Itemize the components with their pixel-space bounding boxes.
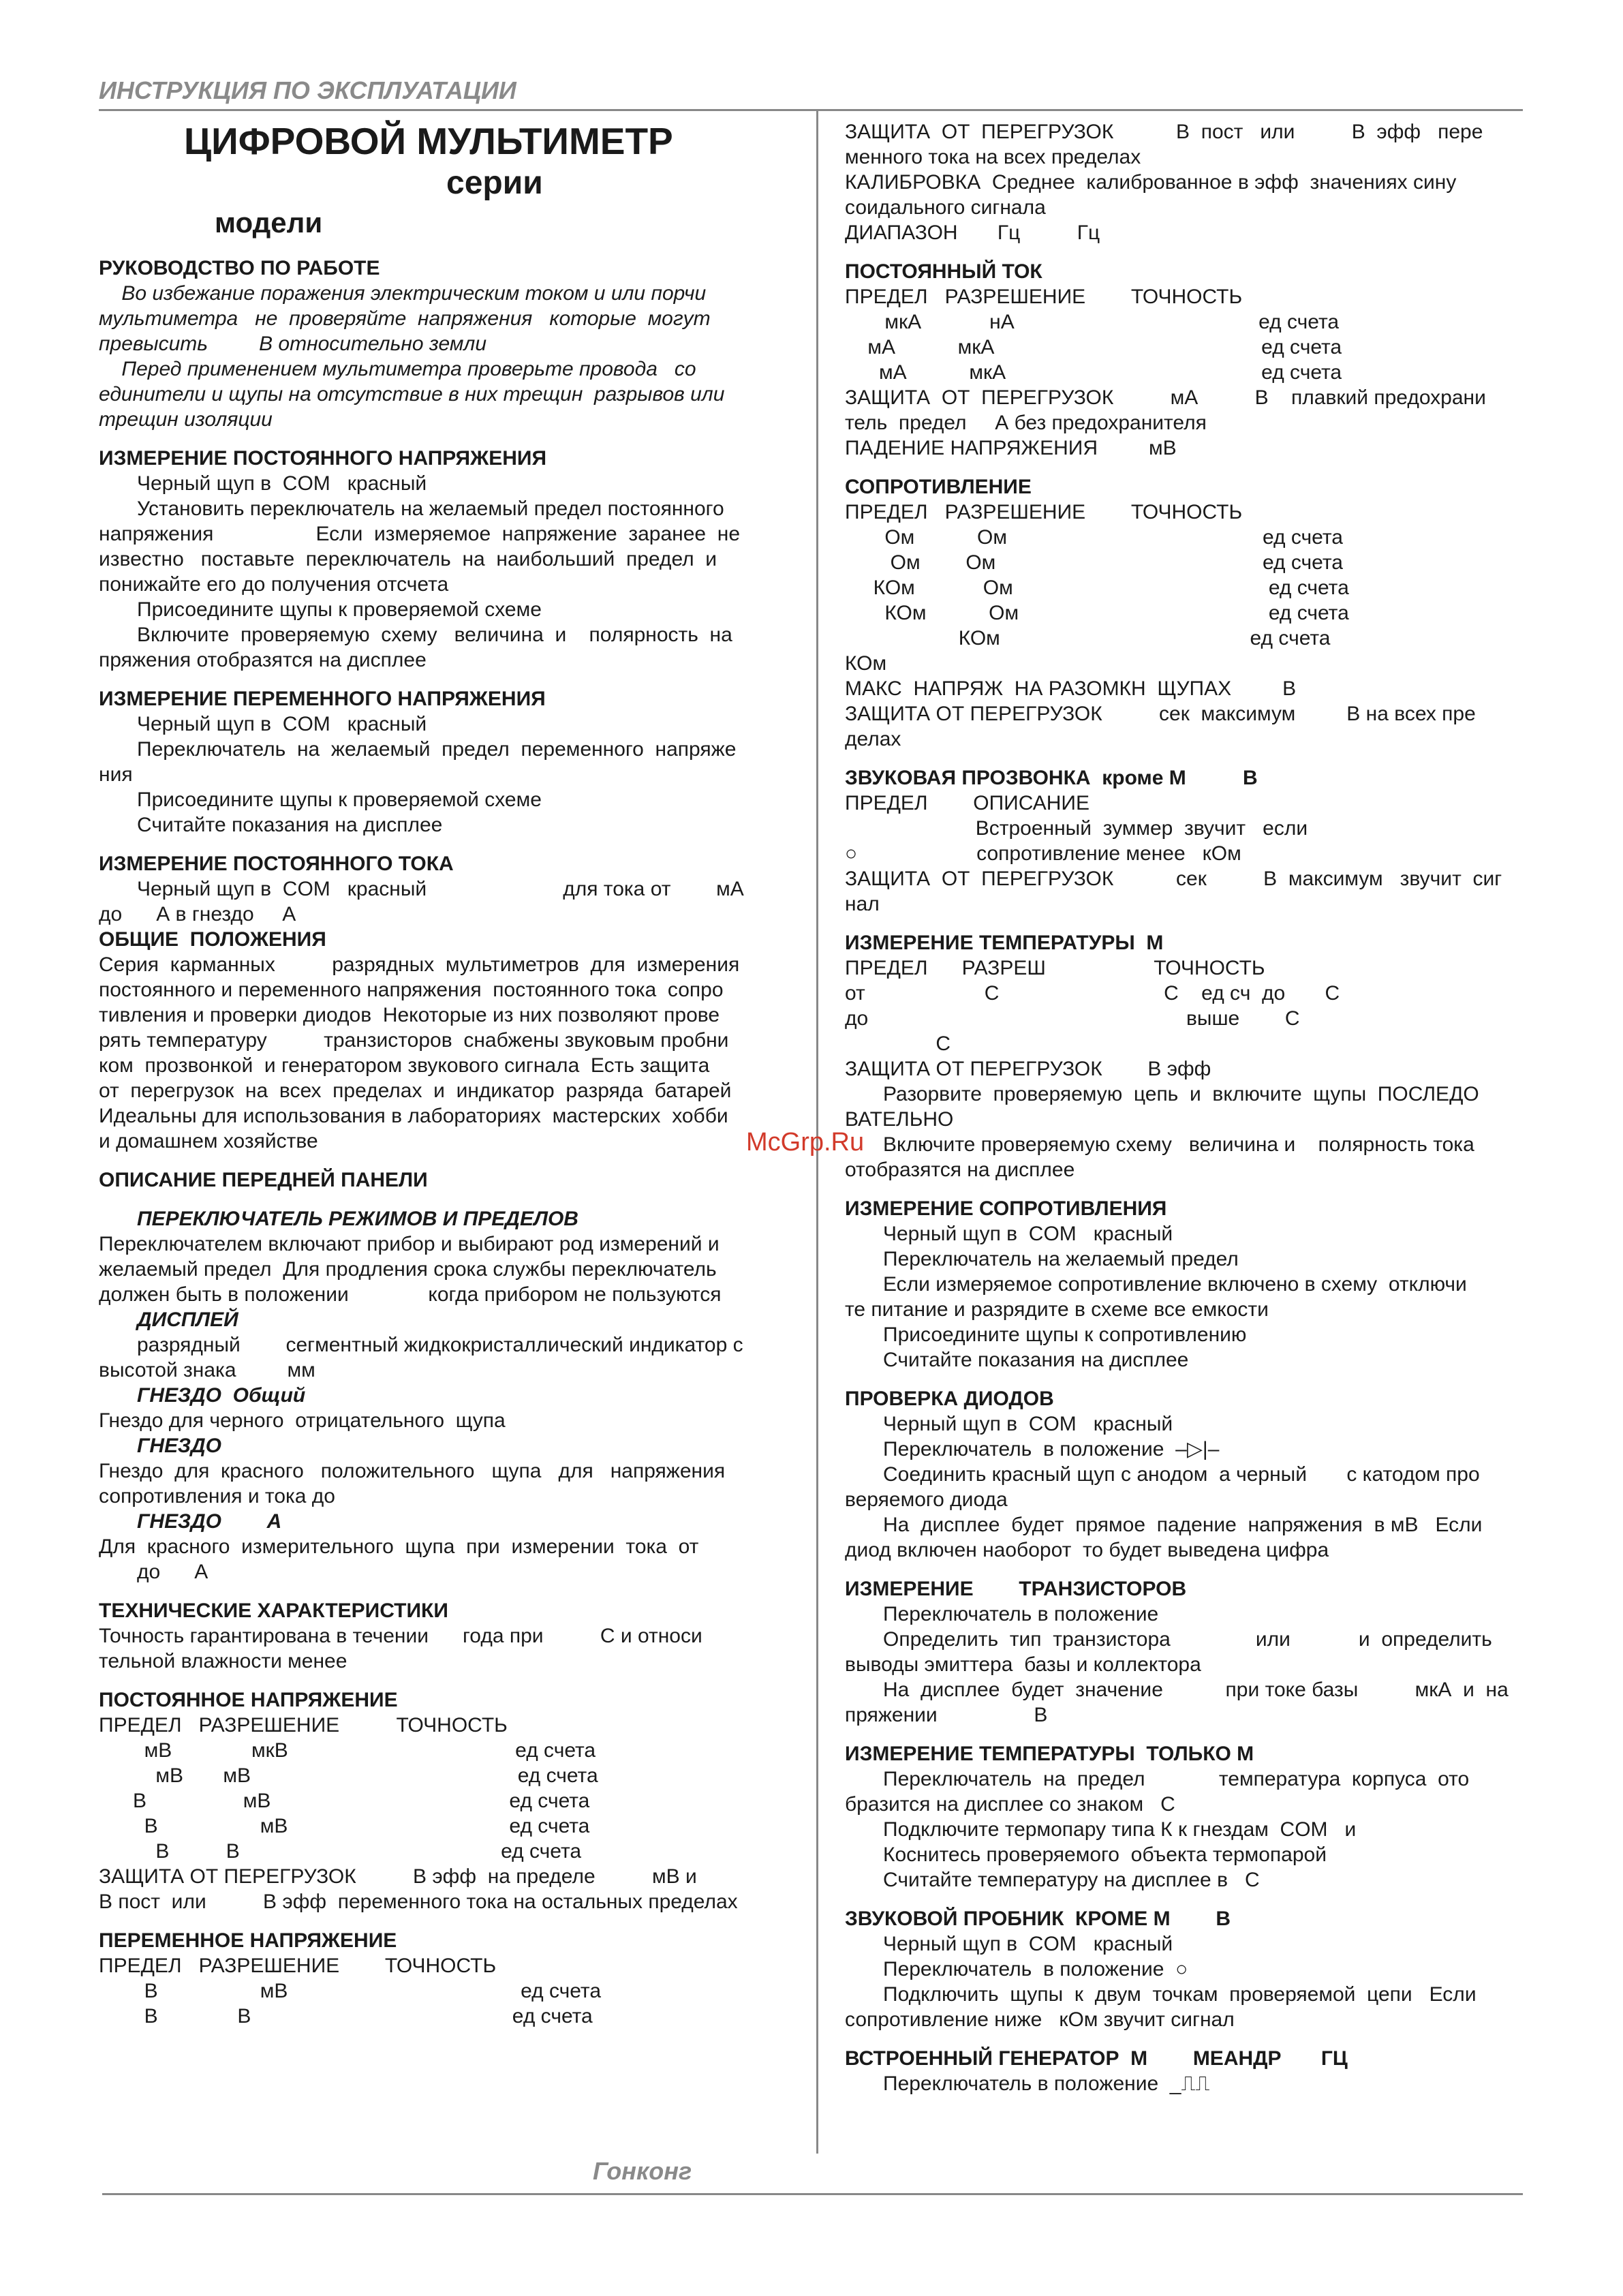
text-line: Черный щуп в COM красный для тока от мА <box>137 878 744 900</box>
text-line: КОм <box>845 652 887 675</box>
text-line: модели <box>215 206 323 239</box>
section-heading: ИЗМЕРЕНИЕ ПЕРЕМЕННОГО НАПРЯЖЕНИЯ <box>99 688 546 710</box>
section-heading: ИЗМЕРЕНИЕ ПОСТОЯННОГО ТОКА <box>99 853 454 875</box>
text-line: Переключатель в положение <box>883 1603 1159 1625</box>
text-line: превысить В относительно земли <box>99 333 487 355</box>
text-line: ЗАЩИТА ОТ ПЕРЕГРУЗОК сек В максимум звучит сиг <box>845 868 1502 890</box>
text-line: тивления и проверки диодов Некоторые из них позволяют прове <box>99 1004 720 1026</box>
text-line: мВ мкВ ед счета <box>99 1739 596 1762</box>
text-line: ПРЕДЕЛ РАЗРЕШЕНИЕ ТОЧНОСТЬ <box>845 286 1243 308</box>
text-line: диод включен наоборот то будет выведена цифра <box>845 1539 1329 1561</box>
section-heading: ОБЩИЕ ПОЛОЖЕНИЯ <box>99 928 326 951</box>
page-header: ИНСТРУКЦИЯ ПО ЭКСПЛУАТАЦИИ <box>99 76 516 104</box>
text-line: пряжения отобразятся на дисплее <box>99 649 427 671</box>
text-line: ПАДЕНИЕ НАПРЯЖЕНИЯ мВ <box>845 437 1177 459</box>
text-line: В мВ ед счета <box>99 1980 602 2002</box>
right-column <box>845 119 1526 2096</box>
text-line: ЗАЩИТА ОТ ПЕРЕГРУЗОК В эфф на пределе мВ и <box>99 1865 697 1888</box>
text-line: от перегрузок на всех пределах и индикатор разряда батарей <box>99 1080 732 1102</box>
section-heading: ГНЕЗДО А <box>137 1510 282 1533</box>
text-line: нал <box>845 893 880 915</box>
section-heading: ГНЕЗДО <box>137 1435 221 1457</box>
section-heading: ИЗМЕРЕНИЕ ТЕМПЕРАТУРЫ ТОЛЬКО М <box>845 1743 1254 1765</box>
text-line: Во избежание поражения электрическим током и или порчи <box>99 282 707 305</box>
text-line: известно поставьте переключатель на наибольший предел и <box>99 548 717 570</box>
text-line: пряжении В <box>845 1704 1048 1726</box>
text-line: те питание и разрядите в схеме все емкости <box>845 1298 1269 1321</box>
text-line: ЗАЩИТА ОТ ПЕРЕГРУЗОК В эфф <box>845 1058 1211 1080</box>
text-line: мВ мВ ед счета <box>99 1764 598 1787</box>
section-heading: ИЗМЕРЕНИЕ ТЕМПЕРАТУРЫ М <box>845 932 1164 954</box>
text-line: ПРЕДЕЛ ОПИСАНИЕ <box>845 792 1089 814</box>
section-heading: ГНЕЗДО Общий <box>137 1384 306 1407</box>
text-line: Присоедините щупы к проверяемой схеме <box>137 598 542 621</box>
text-line: В В ед счета <box>99 1840 582 1863</box>
section-heading: ДИСПЛЕЙ <box>137 1308 238 1331</box>
text-line: понижайте его до получения отсчета <box>99 573 449 596</box>
text-line: В мВ ед счета <box>99 1790 590 1812</box>
text-line: единители и щупы на отсутствие в них трещин разрывов или <box>99 383 725 405</box>
text-line: менного тока на всех пределах <box>845 146 1141 168</box>
section-heading: ОПИСАНИЕ ПЕРЕДНЕЙ ПАНЕЛИ <box>99 1169 428 1191</box>
text-line: до выше С <box>845 1007 1300 1030</box>
text-line: делах <box>845 728 901 750</box>
text-line: до А <box>137 1561 208 1583</box>
text-line: Встроенный зуммер звучит если <box>845 817 1308 840</box>
text-line: Черный щуп в COM красный <box>137 472 427 495</box>
section-heading: ПРОВЕРКА ДИОДОВ <box>845 1388 1054 1410</box>
text-line: Определить тип транзистора или и определить <box>883 1628 1492 1651</box>
text-line: отобразятся на дисплее <box>845 1159 1075 1181</box>
text-line: В В ед счета <box>99 2005 593 2027</box>
text-line: В пост или В эфф переменного тока на остальных пределах <box>99 1891 738 1913</box>
text-line: мультиметра не проверяйте напряжения которые могут <box>99 307 711 330</box>
text-line: напряжения Если измеряемое напряжение заранее не <box>99 523 741 545</box>
section-heading: ИЗМЕРЕНИЕ СОПРОТИВЛЕНИЯ <box>845 1197 1167 1220</box>
section-heading: ПЕРЕМЕННОЕ НАПРЯЖЕНИЕ <box>99 1929 397 1952</box>
section-heading: ЗВУКОВАЯ ПРОЗВОНКА кроме М В <box>845 767 1258 789</box>
section-heading: ИЗМЕРЕНИЕ ПОСТОЯННОГО НАПРЯЖЕНИЯ <box>99 447 547 470</box>
text-line: желаемый предел Для продления срока службы переключатель <box>99 1258 717 1281</box>
text-line: ПРЕДЕЛ РАЗРЕШ ТОЧНОСТЬ <box>845 957 1265 979</box>
text-line: Переключатель на предел температура корпуса ото <box>883 1768 1470 1790</box>
text-line: Подключите термопару типа К к гнездам COM и <box>883 1818 1357 1841</box>
text-line: КОм ед счета <box>845 627 1331 649</box>
text-line: ЗАЩИТА ОТ ПЕРЕГРУЗОК В пост или В эфф пере <box>845 121 1483 143</box>
text-line: Если измеряемое сопротивление включено в схему отключи <box>883 1273 1467 1296</box>
text-line: Переключатель в положение –▷|– <box>883 1438 1220 1460</box>
text-line: ПРЕДЕЛ РАЗРЕШЕНИЕ ТОЧНОСТЬ <box>99 1955 497 1977</box>
text-line: сопротивления и тока до <box>99 1485 335 1507</box>
page-footer: Гонконг <box>593 2157 692 2185</box>
text-line: Гнездо для красного положительного щупа для напряжения <box>99 1460 726 1482</box>
section-heading: ПОСТОЯННОЕ НАПРЯЖЕНИЕ <box>99 1689 398 1711</box>
text-line: мА мкА ед счета <box>845 361 1342 384</box>
text-line: серии <box>446 165 543 201</box>
text-line: Соединить красный щуп с анодом а черный с катодом про <box>883 1463 1480 1486</box>
section-heading: ПОСТОЯННЫЙ ТОК <box>845 260 1042 283</box>
text-line: Черный щуп в COM красный <box>883 1223 1173 1245</box>
header-rule <box>99 109 1523 111</box>
text-line: трещин изоляции <box>99 408 273 431</box>
footer-rule <box>102 2193 1523 2195</box>
text-line: сопротивление ниже кОм звучит сигнал <box>845 2008 1235 2031</box>
text-line: ПРЕДЕЛ РАЗРЕШЕНИЕ ТОЧНОСТЬ <box>845 501 1243 523</box>
text-line: Считайте показания на дисплее <box>137 814 443 836</box>
text-line: На дисплее будет прямое падение напряжения в мВ Если <box>883 1514 1483 1536</box>
text-line: ЗАЩИТА ОТ ПЕРЕГРУЗОК сек максимум В на всех пре <box>845 703 1476 725</box>
text-line: На дисплее будет значение при токе базы мкА и на <box>883 1679 1509 1701</box>
text-line: ЗАЩИТА ОТ ПЕРЕГРУЗОК мА В плавкий предохрани <box>845 386 1486 409</box>
text-line: Установить переключатель на желаемый предел постоянного <box>137 498 724 520</box>
text-line: выводы эмиттера базы и коллектора <box>845 1653 1201 1676</box>
text-line: ния <box>99 763 133 786</box>
text-line: ДИАПАЗОН Гц Гц <box>845 221 1100 244</box>
text-line: Подключить щупы к двум точкам проверяемой цепи Если <box>883 1983 1477 2006</box>
text-line: Переключатель в положение _⎍⎍ <box>883 2072 1210 2095</box>
text-line: тельной влажности менее <box>99 1650 347 1672</box>
section-heading: ПЕРЕКЛЮЧАТЕЛЬ РЕЖИМОВ И ПРЕДЕЛОВ <box>137 1208 578 1230</box>
text-line: бразится на дисплее со знаком С <box>845 1793 1175 1816</box>
text-line: Коснитесь проверяемого объекта термопарой <box>883 1843 1327 1866</box>
text-line: Считайте показания на дисплее <box>883 1349 1189 1371</box>
text-line: Точность гарантирована в течении года при С и относи <box>99 1625 702 1647</box>
text-line: Для красного измерительного щупа при измерении тока от <box>99 1535 699 1558</box>
text-line: Серия карманных разрядных мультиметров для измерения <box>99 953 740 976</box>
text-line: КОм Ом ед счета <box>845 577 1349 599</box>
text-line: Ом Ом ед счета <box>845 551 1343 574</box>
text-line: Перед применением мультиметра проверьте провода со <box>99 358 696 380</box>
text-line: Переключатель на желаемый предел <box>883 1248 1239 1270</box>
text-line: тель предел А без предохранителя <box>845 412 1207 434</box>
text-line: ПРЕДЕЛ РАЗРЕШЕНИЕ ТОЧНОСТЬ <box>99 1714 508 1736</box>
text-line: Включите проверяемую схему величина и полярность тока <box>883 1133 1474 1156</box>
text-line: КАЛИБРОВКА Среднее калиброванное в эфф значениях сину <box>845 171 1457 194</box>
text-line: ком прозвонкой и генератором звукового сигнала Есть защита <box>99 1054 710 1077</box>
text-line: ○ сопротивление менее кОм <box>845 842 1241 865</box>
text-line: от С С ед сч до С <box>845 982 1340 1005</box>
text-line: Разорвите проверяемую цепь и включите щупы ПОСЛЕДО <box>883 1083 1479 1105</box>
text-line: Переключатель в положение ○ <box>883 1958 1188 1980</box>
section-heading: СОПРОТИВЛЕНИЕ <box>845 476 1032 498</box>
text-line: Черный щуп в COM красный <box>137 713 427 735</box>
text-line: Считайте температуру на дисплее в С <box>883 1869 1260 1891</box>
text-line: веряемого диода <box>845 1488 1008 1511</box>
text-line: КОм Ом ед счета <box>845 602 1349 624</box>
text-line: постоянного и переменного напряжения постоянного тока сопро <box>99 979 724 1001</box>
text-line: Идеальны для использования в лабораториях мастерских хобби <box>99 1105 728 1127</box>
section-heading: ИЗМЕРЕНИЕ ТРАНЗИСТОРОВ <box>845 1578 1187 1600</box>
section-heading: ЗВУКОВОЙ ПРОБНИК КРОМЕ М В <box>845 1908 1231 1930</box>
text-line: МАКС НАПРЯЖ НА РАЗОМКН ЩУПАХ В <box>845 677 1297 700</box>
text-line: Переключатель на желаемый предел переменного напряже <box>137 738 737 761</box>
left-column <box>99 119 787 2029</box>
text-line: Гнездо для черного отрицательного щупа <box>99 1409 506 1432</box>
section-heading: ВСТРОЕННЫЙ ГЕНЕРАТОР М МЕАНДР ГЦ <box>845 2047 1348 2070</box>
text-line: разрядный сегментный жидкокристаллический индикатор с <box>137 1334 743 1356</box>
text-line: до А в гнездо А <box>99 903 296 925</box>
text-line: Переключателем включают прибор и выбирают род измерений и <box>99 1233 720 1255</box>
text-line: ЦИФРОВОЙ МУЛЬТИМЕТР <box>184 120 673 162</box>
text-line: В мВ ед счета <box>99 1815 590 1837</box>
text-line: Включите проверяемую схему величина и полярность на <box>137 624 732 646</box>
section-heading: ТЕХНИЧЕСКИЕ ХАРАКТЕРИСТИКИ <box>99 1599 448 1622</box>
text-line: Черный щуп в COM красный <box>883 1933 1173 1955</box>
text-line: должен быть в положении когда прибором не пользуются <box>99 1283 722 1306</box>
text-line: мА мкА ед счета <box>845 336 1342 358</box>
text-line: мкА нА ед счета <box>845 311 1340 333</box>
text-line: С <box>845 1032 951 1055</box>
text-line: и домашнем хозяйстве <box>99 1130 318 1152</box>
text-line: ВАТЕЛЬНО <box>845 1108 954 1131</box>
text-line: Черный щуп в COM красный <box>883 1413 1173 1435</box>
text-line: Присоедините щупы к проверяемой схеме <box>137 789 542 811</box>
text-line: рять температуру транзисторов снабжены звуковым пробни <box>99 1029 729 1052</box>
text-line: Ом Ом ед счета <box>845 526 1343 549</box>
watermark: McGrp.Ru <box>746 1128 865 1157</box>
text-line: соидального сигнала <box>845 196 1046 219</box>
section-heading: РУКОВОДСТВО ПО РАБОТЕ <box>99 257 380 279</box>
text-line: высотой знака мм <box>99 1359 315 1381</box>
text-line: Присоедините щупы к сопротивлению <box>883 1323 1247 1346</box>
